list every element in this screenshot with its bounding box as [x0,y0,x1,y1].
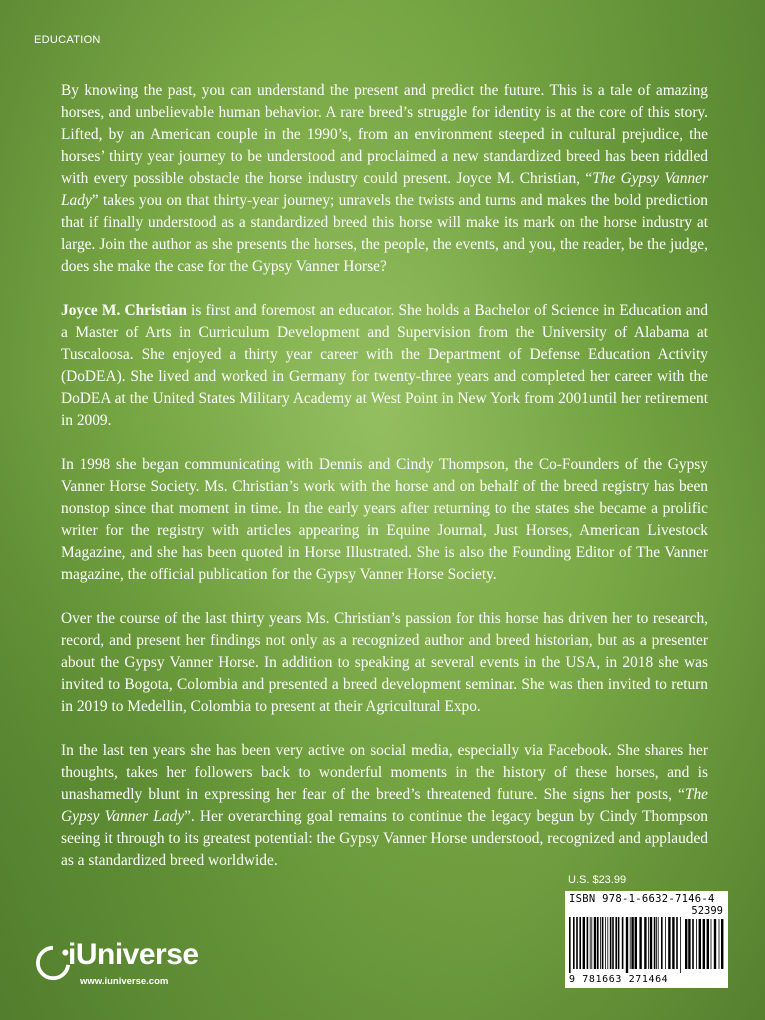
barcode-bar [661,917,663,969]
barcode-bar [658,917,659,969]
barcode-bar [583,917,585,969]
barcode-bar [656,917,657,969]
barcode-bar [602,917,604,969]
barcode-bar [639,917,641,969]
bio-paragraph-3: Over the course of the last thirty years Ms. Christian’s passion for this horse has driven her to research, record, and present her findings not only as a recognized author and breed historian, but as a presenter about the Gypsy Vanner Horse. In addition to speaking at several events in the USA, in 2018 she was invited to Bogota, Colombia and presented a breed development seminar. She was then invited to return in 2019 to Medellin, Colombia to present at their Agricultural Expo. [61,610,708,715]
barcode-bars-main [569,917,681,973]
barcode-bar [707,919,709,969]
barcode-bar [676,917,678,969]
barcode-bar [692,919,694,969]
category-label: EDUCATION [34,34,101,46]
barcode-bar [576,917,578,969]
publisher-name: iUniverse [68,938,199,971]
bio-paragraph-2: In 1998 she began communicating with Dennis and Cindy Thompson, the Co-Founders of the Gypsy Vanner Horse Society. Ms. Christian’s work with the horse and on behalf of the breed registry has been nonstop since that moment in time. In the early years after returning to the states she became a prolific writer for the registry with articles appearing in Equine Journal, Just Horses, American Livestock Magazine, and she has been quoted in Horse Illustrated. She is also the Founding Editor of The Vanner magazine, the official publication for the Gypsy Vanner Horse Society. [61,456,708,583]
publisher-logo [34,936,224,992]
book-description [61,80,708,278]
description-text-end: ” takes you on that thirty-year journey; unravels the twists and turns and makes the bold prediction that if finally understood as a standardized breed this horse will make its mark on the horse industry at large. Join the author as she presents the horses, the people, the events, and you, the reader, be the judge, does she make the case for the Gypsy Vanner Horse? [61,192,708,275]
barcode-bar [711,919,712,969]
barcode-bar [605,917,606,969]
barcode-bar [650,917,652,969]
barcode-bar [615,917,617,969]
barcode-bar [721,919,723,969]
barcode-bar [672,917,674,969]
barcode-bar [618,917,620,969]
barcode-bar [590,917,591,969]
barcode-bars-addon [685,919,724,973]
barcode-bar [714,919,716,969]
barcode-digits: 9 781663 271464 [569,974,669,985]
barcode-bar [665,917,666,969]
back-cover-copy [61,80,708,894]
barcode-bar [594,917,596,969]
barcode-bar [668,917,670,969]
barcode-bar [587,917,589,969]
barcode-bar [607,917,608,969]
bio-paragraph-4 [61,740,708,872]
barcode-bar [610,917,612,969]
barcode-bar [699,919,701,969]
barcode-price-code: 52399 [691,905,723,917]
barcode-bar [630,917,631,969]
barcode-bar [600,917,601,969]
barcode-bar [719,919,720,969]
bio-text-4-start: In the last ten years she has been very active on social media, especially via Facebook. She shares her thoughts, takes her followers back to wonderful moments in the history of these horses, and is unashamedly blunt in expressing her fear of the breed’s threatened future. She signs her posts, “ [61,742,708,803]
description-nickname: The Gypsy Vanner Lady [61,170,709,209]
barcode-bar [573,917,575,969]
barcode-bar [688,919,690,969]
isbn-label: ISBN 978-1-6632-7146-4 [569,893,715,905]
iuniverse-logo-icon [34,944,72,982]
barcode-bar [626,917,628,973]
bio-paragraph-1 [61,300,708,432]
author-name: Joyce M. Christian [61,302,187,319]
barcode-bar [622,917,624,969]
barcode-bar [644,917,646,969]
bio-text-1: is first and foremost an educator. She holds a Bachelor of Science in Education and a Master of Arts in Curriculum Development and Supervision from the University of Alabama at Tuscaloosa. She enjoyed a thirty year career with the Department of Defense Education Activity (DoDEA). She lived and worked in Germany for twenty-three years and completed her career with the DoDEA at the United States Military Academy at West Point in New York from 2001until her retirement in 2009. [61,302,708,429]
barcode-bar [569,917,571,973]
barcode-bar [631,917,633,969]
barcode-bar [696,919,697,969]
description-text-start: By knowing the past, you can understand the present and predict the future. This is a tale of amazing horses, and unbelievable human behavior. A rare breed’s struggle for identity is at the core of this story. Lifted, by an American couple in the 1990’s, from an environment steeped in cultural prejudice, the horses’ thirty year journey to be understood and proclaimed a new standardized breed has been riddled with every possible obstacle the horse industry could present. Joyce M. Christian, “ [61,82,708,187]
price-label: U.S. $23.99 [568,874,627,886]
barcode-bar [654,917,656,969]
publisher-url: www.iuniverse.com [80,976,169,987]
barcode-bar [648,917,649,969]
isbn-barcode [565,891,728,988]
barcode-bar [579,917,581,969]
barcode-bar [591,917,592,969]
barcode-bar [680,917,681,973]
bio-nickname: The Gypsy Vanner Lady [61,786,708,825]
barcode-bar [703,919,705,969]
barcode-bar [597,917,599,969]
barcode-bar [612,917,614,969]
barcode-bar [685,919,687,969]
bio-text-4-end: ”. Her overarching goal remains to continue the legacy begun by Cindy Thompson seeing it through to its greatest potential: the Gypsy Vanner Horse understood, recognized and applauded as a standardized breed worldwide. [61,808,708,869]
barcode-bar [635,917,637,969]
